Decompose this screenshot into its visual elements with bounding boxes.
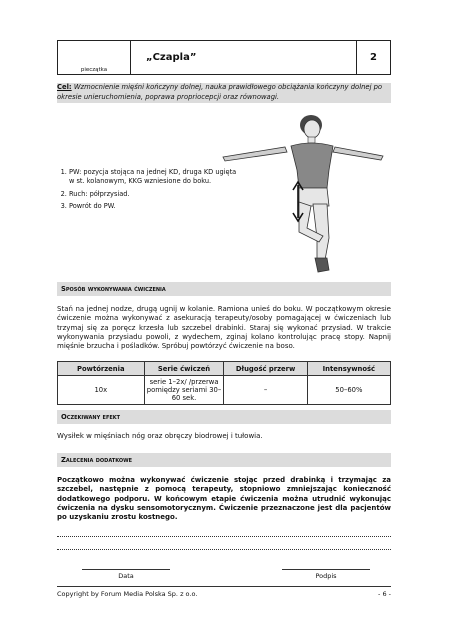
dotted-line (57, 549, 391, 550)
date-label: Data (118, 572, 134, 580)
table-cell: – (224, 376, 307, 405)
method-heading: Sposób wykonywania ćwiczenia (57, 282, 391, 296)
recommendations-text: Początkowo można wykonywać ćwiczenie stojąc przed drabinką i trzymając za szczebel, następnie z pomocą terapeuty, stopniowo zmniejszając konieczność dodatkowego podporu. W końcowym etapie ćwiczenia można utrudnić wykonując ćwiczenia na dysku sensomotorycznym. Ćwiczenie przeznaczone jest dla pacjentów po uzyskaniu zrostu kostnego. (57, 476, 391, 522)
table-header-row (58, 362, 391, 376)
table-header: Długość przerw (224, 362, 307, 376)
table-cell: serie 1–2x/ /przerwa pomiędzy seriami 30–60 sek. (144, 376, 224, 405)
footer (57, 590, 391, 598)
table-header: Powtórzenia (58, 362, 145, 376)
recommendations-heading: Zalecenia dodatkowe (57, 453, 391, 467)
step-item: 3. Powrót do PW. (69, 202, 239, 211)
table-header: Intensywność (307, 362, 390, 376)
step-item: 1. PW: pozycja stojąca na jednej KD, druga KD ugięta w st. kolanowym, KKG wzniesione do boku. (69, 168, 239, 186)
goal-box (57, 83, 391, 103)
exercise-illustration (215, 110, 385, 280)
expected-heading: Oczekiwany efekt (57, 410, 391, 424)
footer-divider (57, 586, 391, 587)
steps-list (59, 168, 239, 215)
copyright-text: Copyright by Forum Media Polska Sp. z o.o. (57, 590, 198, 598)
table-cell: 50–60% (307, 376, 390, 405)
method-text: Stań na jednej nodze, drugą ugnij w kolanie. Ramiona unieś do boku. W początkowym okresie ćwiczenie można wykonywać z asekuracją terapeuty/osoby pomagającej w ćwiczeniach lub trzymaj się za poręcz krzesła lub szczebel drabinki. Staraj się wykonać przysiad. W trakcie wykonywania przysiadu powoli, z wydechem, zginaj kolano kontrolując pracę stopy. Napnij mięśnie brzucha i pośladków. Spróbuj powtórzyć ćwiczenie na boso. (57, 305, 391, 351)
signature-label: Podpis (315, 572, 337, 580)
goal-label: Cel: (57, 83, 72, 91)
step-item: 2. Ruch: półprzysiad. (69, 190, 239, 199)
parameters-table (57, 361, 391, 405)
table-cell: 10x (58, 376, 145, 405)
table-header: Serie ćwiczeń (144, 362, 224, 376)
goal-text: Wzmocnienie mięśni kończyny dolnej, nauka prawidłowego obciążania kończyny dolnej po okresie unieruchomienia, poprawa propriocepcji oraz równowagi. (57, 83, 383, 101)
date-line (82, 569, 170, 570)
signature-line (282, 569, 370, 570)
stamp-cell (58, 41, 131, 74)
dotted-line (57, 536, 391, 537)
stamp-label: pieczątka (80, 67, 108, 73)
table-row (58, 376, 391, 405)
expected-text: Wysiłek w mięśniach nóg oraz obręczy biodrowej i tułowia. (57, 432, 263, 440)
header-box (57, 40, 391, 75)
exercise-title: „Czapla” (146, 52, 197, 63)
footer-page-number: - 6 - (378, 590, 391, 598)
exercise-number: 2 (370, 52, 377, 63)
